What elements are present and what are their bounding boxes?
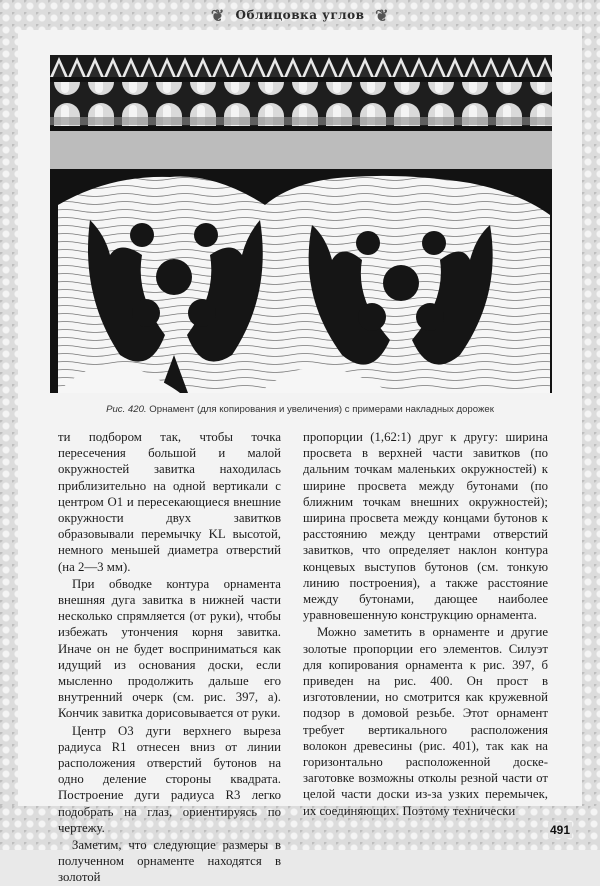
paragraph: ти подбором так, чтобы точка пересечения большой и малой окружностей завитка находилась приблизительно на одной вертикали с центром O1 и пересекающиеся внешние окружности двух завитков образовывали перемычку KL высотой, немного меньшей диаметра отверстий (на 2—3 мм). [58, 430, 281, 574]
text-column-right [303, 429, 548, 819]
figure-caption [40, 404, 560, 415]
paragraph: пропорции (1,62:1) друг к другу: ширина просвета в верхней части завитков (по дальним точкам маленьких окружностей) к ширине просвета между бутонами (по ближним точкам внешних окружностей); ширина просвета между концами бутонов к расстоянию между центрами отверстий завитков, что определяет наклон контура концевых выступов бутонов (см. тонкую линию построения), а также расстояние между бутонами, дающее наиболее уравновешенную конструкцию орнамента. [303, 430, 548, 623]
bead-band [50, 82, 552, 126]
flourish-left-icon: ❦ [210, 6, 225, 25]
text-column-left [58, 429, 281, 886]
page-number: 491 [550, 823, 571, 837]
paragraph: При обводке контура орнамента внешняя дуга завитка в нижней части несколько спрямляется (от руки), чтобы избежать утончения корня завитка. Иначе он не будет восприниматься как идущий из основания доски, если мысленно продолжить дальше его внутренний очерк (см. рис. 397, а). Кончик завитка дорисовывается от руки. [58, 576, 281, 721]
paragraph: Центр O3 дуги верхнего выреза радиуса R1 отнесен вниз от линии расположения отверстий бутонов на одно деление стороны квадрата. Построение дуги радиуса R3 легко подобрать на глаз, ориентируясь по чертежу. [58, 723, 281, 835]
caption-text: Орнамент (для копирования и увеличения) с примерами накладных дорожек [146, 404, 494, 415]
caption-label: Рис. 420. [106, 404, 147, 415]
chapter-title: Облицовка углов [235, 8, 365, 22]
lace-border-right [582, 0, 600, 850]
paragraph: Можно заметить в орнаменте и другие золотые пропорции его элементов. Силуэт для копирования орнамента к рис. 397, б приведен на рис. 400. Он прост в изготовлении, но смотрится как кружевной подзор в домовой резьбе. Этот орнамент требует вертикального расположения волокон древесины (рис. 401), так как на горизонтально расположенной доске-заготовке возможны отколы резной части от целой части доски из-за узких перемычек, их соединяющих. Поэтому технически [303, 625, 548, 818]
paragraph: Заметим, что следующие размеры в полученном орнаменте находятся в золотой [58, 838, 281, 885]
flourish-right-icon: ❦ [375, 6, 390, 25]
teeth-band [50, 55, 552, 77]
lace-border-left [0, 0, 18, 850]
running-head [0, 6, 600, 25]
ornament-illustration [50, 55, 552, 393]
